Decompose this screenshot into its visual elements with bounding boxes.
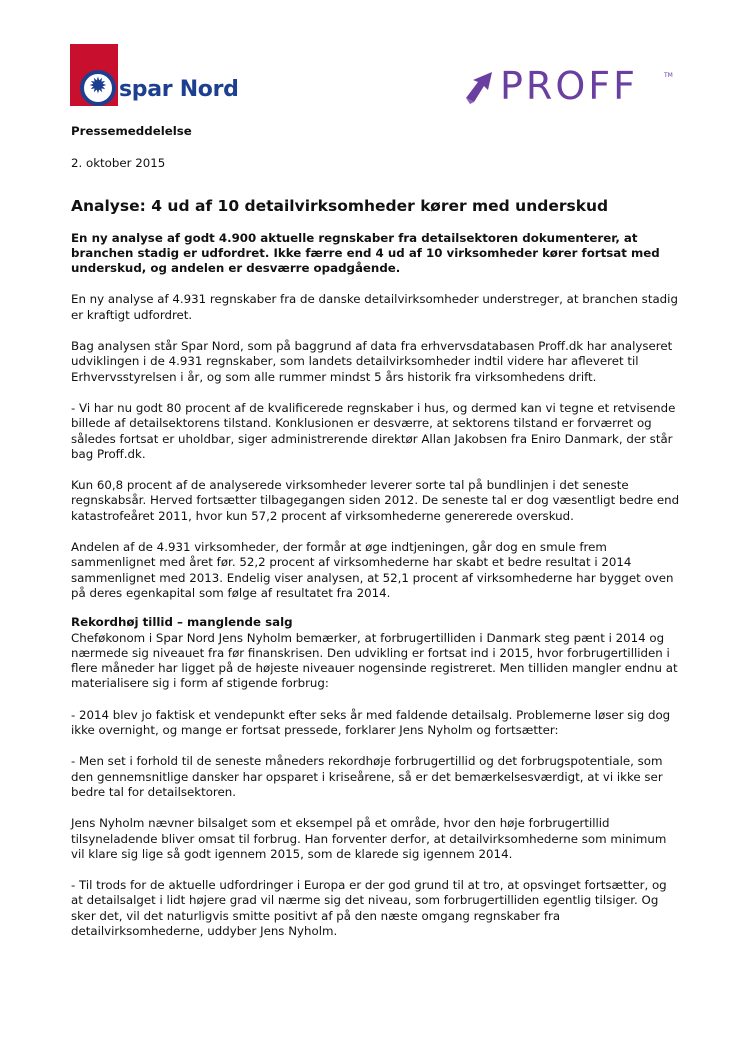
paragraph: En ny analyse af 4.931 regnskaber fra de danske detailvirksomheder understreger, at branchen stadig er kraftigt udfordret.	[71, 292, 678, 322]
spar-nord-star-icon: ✹	[88, 74, 108, 99]
spar-nord-wordmark: spar Nord	[119, 77, 239, 102]
paragraph: Jens Nyholm nævner bilsalget som et eksempel på et område, hvor den høje forbrugertillid tilsyneladende bliver omsat til forbrug. Han forventer derfor, at detailvirksomhederne som minimum vil klare sig lige så godt igennem 2015, som de klarede sig igennem 2014.	[71, 816, 667, 861]
press-release-body	[71, 124, 681, 939]
document-title: Analyse: 4 ud af 10 detailvirksomheder kører med underskud	[71, 196, 609, 215]
proff-logo	[462, 66, 676, 108]
document-date: 2. oktober 2015	[71, 156, 166, 171]
lead-paragraph: En ny analyse af godt 4.900 aktuelle regnskaber fra detailsektoren dokumenterer, at branchen stadig er udfordret. Ikke færre end 4 ud af 10 virksomheder kører fortsat med underskud, og andelen er desværre opadgående.	[71, 230, 660, 276]
paragraph: Bag analysen står Spar Nord, som på baggrund af data fra erhvervsdatabasen Proff.dk har analyseret udviklingen i de 4.931 regnskaber, som landets detailvirksomheder indtil videre har afleveret til Erhvervsstyrelsen i år, og som alle rummer mindst 5 års historik fra virksomhedens drift.	[71, 339, 673, 384]
proff-arrow-icon	[462, 68, 496, 106]
section-subheading: Rekordhøj tillid – manglende salg	[71, 615, 293, 630]
spar-nord-logo	[70, 44, 240, 110]
proff-wordmark: PROFF	[500, 64, 638, 108]
proff-trademark: TM	[664, 72, 673, 79]
paragraph: Cheføkonom i Spar Nord Jens Nyholm bemærker, at forbrugertilliden i Danmark steg pænt i 2014 og nærmede sig niveauet fra før finanskrisen. Den udvikling er fortsat ind i 2015, hvor forbrugertilliden i flere måneder har ligget på de højeste niveauer nogensinde registreret. Men tilliden mangler endnu at materialisere sig i form af stigende forbrug:	[71, 630, 678, 691]
paragraph: - Vi har nu godt 80 procent af de kvalificerede regnskaber i hus, og dermed kan vi tegne et retvisende billede af detailsektorens tilstand. Konklusionen er desværre, at sektorens tilstand er forværret og således fortsat er uholdbar, siger administrerende direktør Allan Jakobsen fra Eniro Danmark, der står bag Proff.dk.	[71, 400, 676, 461]
paragraph: - Men set i forhold til de seneste måneders rekordhøje forbrugertillid og det forbrugspotentiale, som den gennemsnitlige dansker har opsparet i kriseårene, så er det bemærkelsesværdigt, at vi ikke ser bedre tal for detailsektoren.	[71, 754, 663, 799]
paragraph: - Til trods for de aktuelle udfordringer i Europa er der god grund til at tro, at opsvinget fortsætter, og at detailsalget i lidt højere grad vil nærme sig det niveau, som forbrugertilliden egentlig tilsiger. Og sker det, vil det naturligvis smitte positivt af på den næste omgang regnskaber fra detailvirksomhederne, uddyber Jens Nyholm.	[71, 878, 667, 938]
paragraph: Kun 60,8 procent af de analyserede virksomheder leverer sorte tal på bundlinjen i det seneste regnskabsår. Herved fortsætter tilbagegangen siden 2012. De seneste tal er dog væsentligt bedre end katastrofeåret 2011, hvor kun 57,2 procent af virksomhederne genererede overskud.	[71, 478, 680, 523]
document-label: Pressemeddelelse	[71, 124, 192, 138]
paragraph: Andelen af de 4.931 virksomheder, der formår at øge indtjeningen, går dog en smule frem sammenlignet med året før. 52,2 procent af virksomhederne har skabt et bedre resultat i 2014 sammenlignet med 2013. Endelig viser analysen, at 52,1 procent af virksomhederne har bygget oven på deres egenkapital som følge af resultatet fra 2014.	[71, 540, 674, 600]
paragraph: - 2014 blev jo faktisk et vendepunkt efter seks år med faldende detailsalg. Problemerne løser sig dog ikke overnight, og mange er fortsat pressede, forklarer Jens Nyholm og fortsætter:	[71, 707, 671, 738]
